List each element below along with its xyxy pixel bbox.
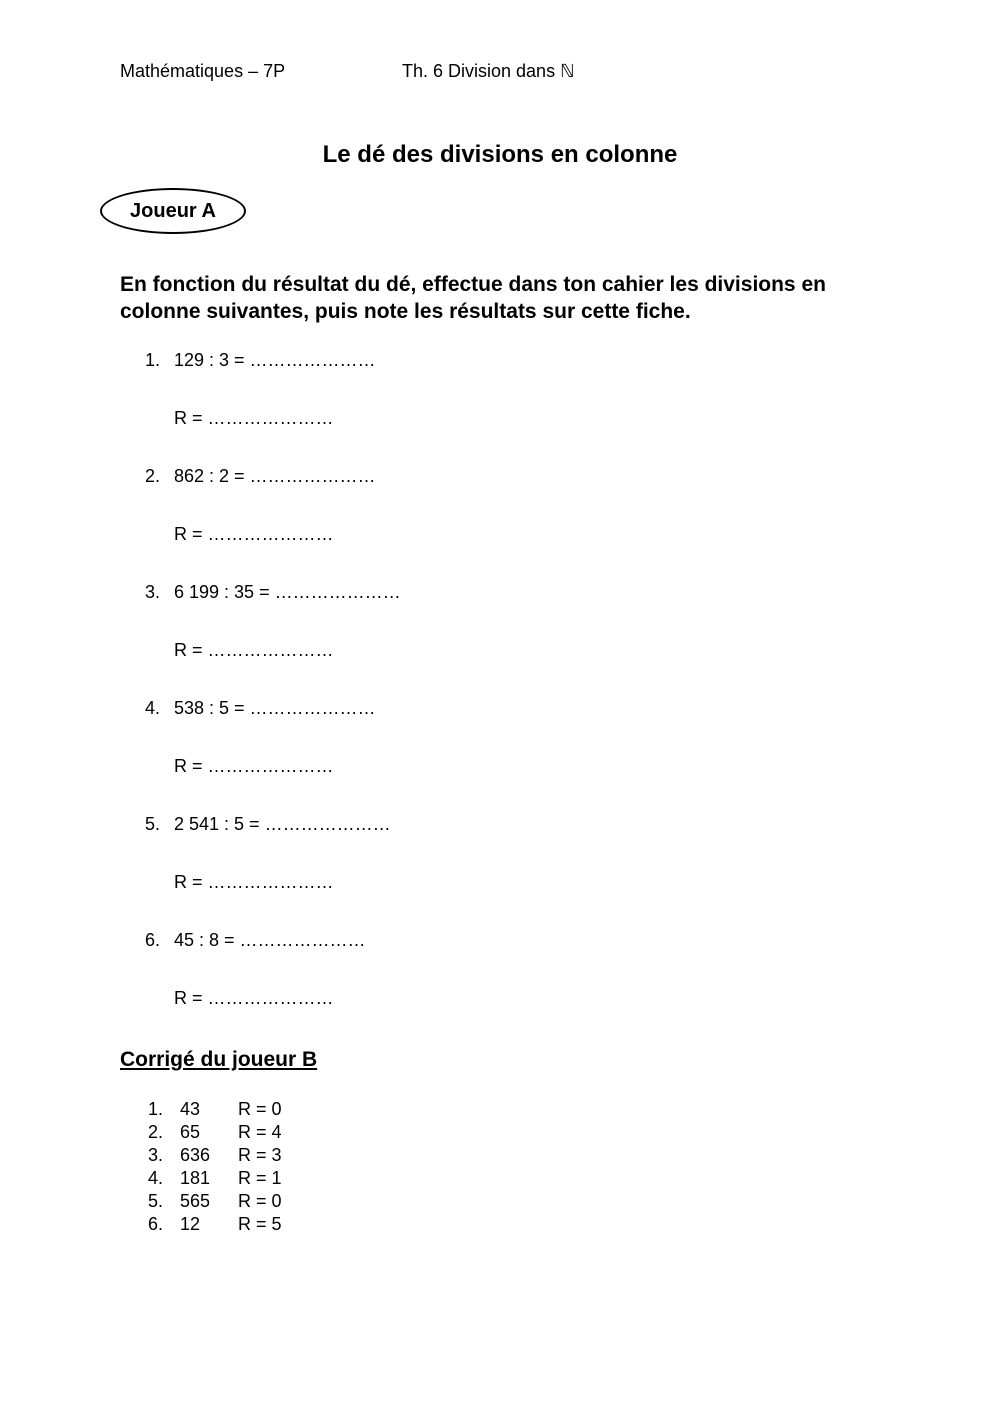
answer-remainder: R = 0 — [238, 1099, 282, 1119]
exercise-problem: 129 : 3 = ………………… — [174, 350, 376, 370]
answer-key-title: Corrigé du joueur B — [120, 1048, 318, 1071]
exercise-remainder: R = ………………… — [174, 756, 334, 776]
answer-quotient: 636 — [180, 1145, 211, 1165]
exercise-remainder: R = ………………… — [174, 524, 334, 544]
header-subject: Mathématiques – 7P — [120, 61, 286, 81]
answer-quotient: 43 — [180, 1099, 201, 1119]
exercise-number: 4. — [144, 698, 160, 718]
exercise-number: 3. — [144, 582, 160, 602]
exercise-number: 2. — [144, 466, 160, 486]
answer-number: 3. — [148, 1145, 164, 1165]
answer-quotient: 65 — [180, 1122, 201, 1142]
exercise-problem: 538 : 5 = ………………… — [174, 698, 376, 718]
player-label: Joueur A — [130, 199, 216, 222]
answer-number: 6. — [148, 1214, 164, 1234]
answer-remainder: R = 5 — [238, 1214, 282, 1234]
page-title: Le dé des divisions en colonne — [322, 141, 678, 168]
exercise-number: 5. — [144, 814, 160, 834]
answer-quotient: 12 — [180, 1214, 201, 1234]
answer-remainder: R = 4 — [238, 1122, 282, 1142]
exercise-problem: 2 541 : 5 = ………………… — [174, 814, 391, 834]
exercise-problem: 6 199 : 35 = ………………… — [174, 582, 401, 602]
answer-remainder: R = 1 — [238, 1168, 282, 1188]
exercise-remainder: R = ………………… — [174, 640, 334, 660]
exercise-problem: 45 : 8 = ………………… — [174, 930, 366, 950]
exercise-remainder: R = ………………… — [174, 872, 334, 892]
answer-quotient: 181 — [180, 1168, 211, 1188]
instructions: En fonction du résultat du dé, effectue dans ton cahier les divisions en colonne suivantes, puis note les résultats sur cette fiche. — [120, 273, 826, 323]
answer-remainder: R = 3 — [238, 1145, 282, 1165]
answer-quotient: 565 — [180, 1191, 211, 1211]
header-theme: Th. 6 Division dans ℕ — [402, 61, 575, 81]
player-badge — [100, 188, 246, 234]
answer-number: 4. — [148, 1168, 164, 1188]
answer-remainder: R = 0 — [238, 1191, 282, 1211]
exercise-remainder: R = ………………… — [174, 988, 334, 1008]
exercise-number: 1. — [144, 350, 160, 370]
answer-number: 1. — [148, 1099, 164, 1119]
exercise-problem: 862 : 2 = ………………… — [174, 466, 376, 486]
exercise-remainder: R = ………………… — [174, 408, 334, 428]
exercise-number: 6. — [144, 930, 160, 950]
answer-number: 5. — [148, 1191, 164, 1211]
answer-number: 2. — [148, 1122, 164, 1142]
